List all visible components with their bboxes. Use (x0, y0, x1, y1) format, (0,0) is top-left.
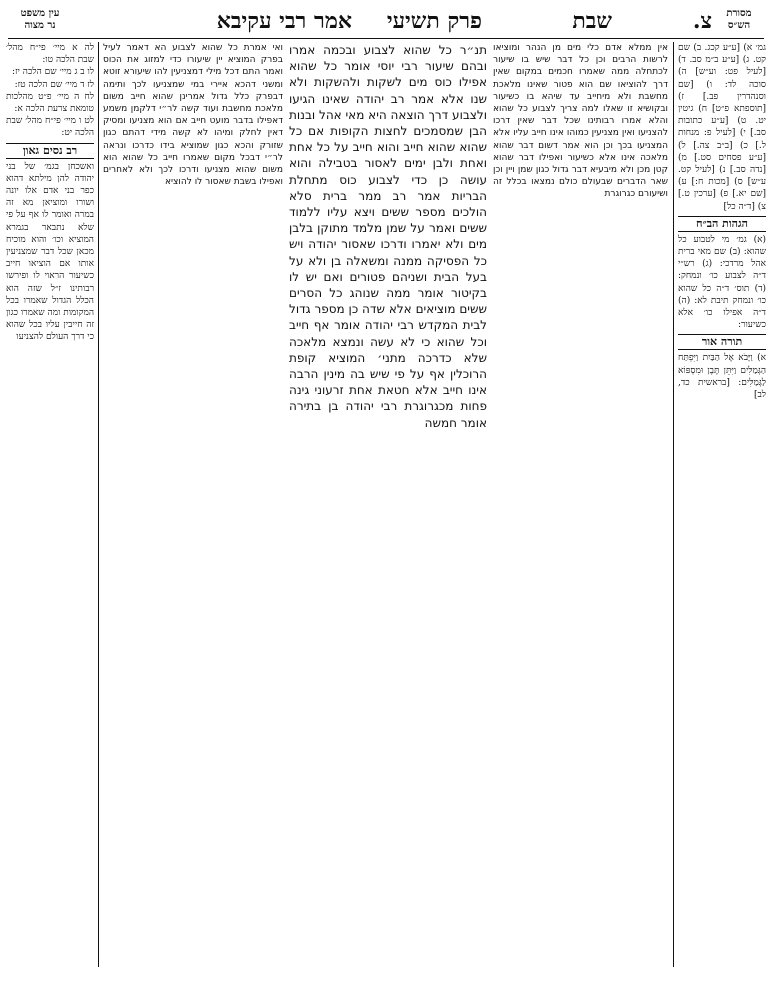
ein-mishpat-header: עין משפט נר מצוה (20, 8, 60, 31)
tractate-name: שבת (572, 8, 612, 34)
chapter-name: אמר רבי עקיבא (216, 8, 352, 34)
rashi-column (493, 42, 668, 967)
hagahot-title: הגהות הב״ח (678, 216, 766, 232)
rav-nissim-text: ואשכחן בגמ׳ של בני יהודה להן מילתא דהוא כפר בני אדם אלו יונה ושורו ומוציאן מא זה במרה ואומר לו אף על פי שלא נתבאר בגמרא המוציא וכו׳ והוא מוכיח מכאן שכל דבר שמצניעין אותו אם הוציאו חייב כשיעור הראוי לו ופירשו רבותינו ז״ל שזה הוא הכלל הגדול שאמרו בכל המקומות ומה שאמרו כגון זה חייבין עליו בכל שהוא כי דרך העולם להצניעו (6, 161, 94, 343)
left-divider (98, 42, 99, 967)
masoret-hashas-text: גמ׳ א) [ע״ע קכג. ב) שם קט. ג) [ע״ע ב״מ סב. ד) [לעיל פט: וע״ש] ה) סוכה לד: ו) [שם וסנהדרין פב.] ז) [תוספתא פ״ט] ח) גיטין יט. ט) [ע״ע כתובות סב.] י) [לעיל פ: מנחות ל.] כ) [ב״ב צה.] ל) [ע״ע פסחים סט.] מ) [נדה סב.] נ) [לעיל קט. ע״ש] ס) [מכות ח:] ע) [שם יא.] פ) [ערכין ט.] צ) [ד״ה כל] (678, 43, 766, 212)
gemara-text: תנ״ר כל שהוא לצבוע ובכמה אמרו ובהם שיעור רבי יוסי אומר כל שהוא אפילו כוס מים לשקות ולהשקות ולא שנו אלא אמר רב יהודה שאינו הגיעו ולצבוע דרך הוצאה היא מאי אהל ובנות הבן שמסמכים לחצות הקופות אם כל שהוא שהוא חייב והוא חייב על כל אחת ואחת ולבן ימים לאסור בטבילה והוא עושה כן כדי לצבוע כוס מתחלת הבריות אמר רב ממר ברית סלא הולכים מספר ששים ויצא עליו ללמוד ששים ואמר על שמן מלמד מתוקן בלבן מים ולא יאמרו ודרכו שאסור יהודה ויש כל הפסיקה ממנה ומשאלה בן ולא על בעל הבית ושניהם פטורים ואם יש לו בקיטור אומר ממה שנוהג כל הסרים ששים מוציאים אלא שדה כן מספר גדול לבית המקדש רבי יהודה אומר אף חייב וכל שהוא כי לא עשה ונמצא מלאכה שלא כדרכה מתני׳ המוציא קופת הרוכלין אף על פי שיש בה מינין הרבה אינו חייב אלא חטאת אחת זרעוני גינה פחות מכגרוגרת רבי יהודה בן בתירה אומר חמשה (289, 43, 487, 430)
right-divider (673, 42, 674, 967)
rashi-text: אין ממלא אדם כלי מים מן הנהר ומוציאו לרשות הרבים וכן כל דבר שיש בו שיעור לכתחלה ממה שאמרו חכמים במקום שאין דרך להוציאו שם הוא פטור שאינו מלאכת מחשבת ולא מיחייב עד שיהא בו כשיעור ובקושיא זו שאלו למה צריך לצבוע כל שהוא והלא אמרו רבותינו שכל דבר שאין דרכו להצניעו ואין מצניעין כמוהו אינו חייב עליו אלא המצניעו בכך וכן הוא אמר דשום דבר שהוא מלאכה אינו אלא כשיעור ואפילו דבר שהוא קטן מכן ולא מיבעיא דבר גדול כגון שמן ויין וכן שאר הדברים שבעולם כולם נמצאו בכלל זה ושיעורם כגרוגרת (493, 43, 668, 200)
torah-or-text: א) וַיָּבֹא אֶל הַבַּיִת וַיִּפְתַּח הַגְּמַלִּים וַיִּתֵּן תֶּבֶן וּמִסְפּוֹא לַגְּמַלִּים: [בראשית כד, לב] (678, 353, 766, 401)
tosafot-text: ואי אמרת כל שהוא לצבוע הא דאמר לעיל בפרק המוציא יין שיעורו כדי למזוג את הכוס ואמר התם דכל מילי דמצניעין להו שיעורא זוטא ומשני דהכא איירי במי שמצניעו לכך ותימה דבפרק כלל גדול אמרינן שהוא חייב משום מלאכת מחשבת ועוד קשה לר״י דלקמן משמע דאפילו בדבר מועט חייב אם הוא מצניעו ומסיק דאין לחלק ומיהו לא קשה מידי דהתם כגון שזורק והכא כגון שמוציא בידו כדרכו ונראה לר״י דבכל מקום שאמרו חייב כל שהוא הוא משום שהוא מצניעו ודרכו לכך ולא לאחרים ואפילו בשבת שאסור לו להוציא (103, 43, 283, 188)
masoret-header: מסורת הש״ס (726, 8, 752, 31)
hagahot-text: (א) גמ׳ מי לטבוע כל שהוא: (ב) שם מאי ברית אהל מרדכי: (ג) רש״י ד״ה לצבוע כו׳ ונמחק: (ד) תוס׳ ד״ה כל שהוא כו׳ ונמחק תיבת לא: (ה) ד״ה אפילו כו׳ אלא כשיעור: (678, 234, 766, 331)
ein-mishpat-text: לה א מיי׳ פי״ח מהל׳ שבת הלכה טו: לו ב ג מיי׳ שם הלכה יז: לז ד מיי׳ שם הלכה טז: לח ה מיי׳ פ״ט מהלכות טומאת צרעת הלכה א: לט ו מיי׳ פי״ח מהל׳ שבת הלכה יט: (6, 43, 94, 139)
torah-or-title: תורה אור (678, 334, 766, 350)
gemara-column (289, 42, 487, 967)
chapter-label: פרק תשיעי (386, 8, 482, 34)
masoret-hashas-column (678, 42, 766, 967)
rav-nissim-title: רב נסים גאון (6, 143, 94, 159)
header-rule (8, 38, 764, 39)
ein-mishpat-column (6, 42, 94, 967)
tosafot-column (103, 42, 283, 967)
page-number: צ. (692, 8, 712, 34)
